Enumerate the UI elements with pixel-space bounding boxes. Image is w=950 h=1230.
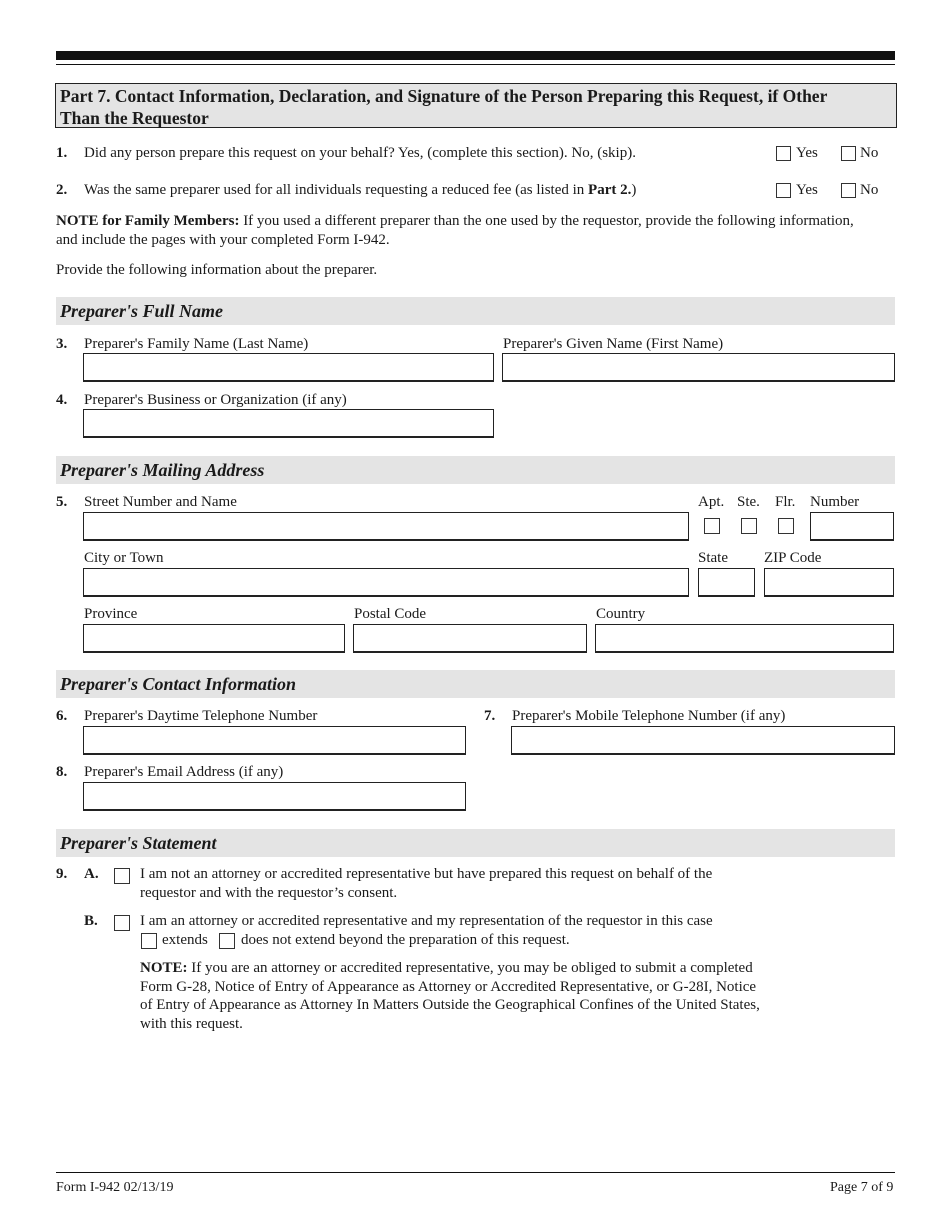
q8-number: 8. bbox=[56, 764, 68, 780]
note-family-line2: and include the pages with your completed Form I-942. bbox=[56, 232, 390, 248]
country-input[interactable] bbox=[595, 624, 894, 653]
note-attorney-line1 bbox=[140, 960, 753, 977]
provide-info-text: Provide the following information about the preparer. bbox=[56, 262, 378, 278]
daytime-phone-input[interactable] bbox=[83, 726, 466, 755]
q9-a-checkbox[interactable] bbox=[114, 868, 130, 884]
section-contact-info: Preparer's Contact Information bbox=[56, 670, 895, 698]
q5-number: 5. bbox=[56, 494, 68, 510]
q7-label: Preparer's Mobile Telephone Number (if any) bbox=[512, 708, 786, 724]
note-attorney-line3: of Entry of Appearance as Attorney In Matters Outside the Geographical Confines of the United States, bbox=[140, 997, 760, 1013]
part-title-line2: Than the Requestor bbox=[60, 108, 209, 128]
street-label: Street Number and Name bbox=[84, 494, 237, 510]
top-rule-thin bbox=[56, 64, 895, 65]
part-title-line1: Part 7. Contact Information, Declaration, and Signature of the Person Preparing this Request, if Other bbox=[60, 86, 828, 106]
note-attorney-label: NOTE: bbox=[140, 960, 188, 976]
note-attorney-line2: Form G-28, Notice of Entry of Appearance as Attorney or Accredited Representative, or G-28I, Notice bbox=[140, 979, 757, 995]
ste-label: Ste. bbox=[737, 494, 760, 510]
number-label: Number bbox=[810, 494, 860, 510]
city-input[interactable] bbox=[83, 568, 689, 597]
q4-label: Preparer's Business or Organization (if any) bbox=[84, 392, 347, 408]
q9-number: 9. bbox=[56, 866, 68, 882]
preparer-business-input[interactable] bbox=[83, 409, 494, 438]
not-extend-checkbox[interactable] bbox=[219, 933, 235, 949]
footer-page-number: Page 7 of 9 bbox=[830, 1180, 894, 1195]
q1-no-label: No bbox=[860, 145, 879, 161]
flr-checkbox[interactable] bbox=[778, 518, 794, 534]
q9-b-label: B. bbox=[84, 913, 98, 929]
section-statement: Preparer's Statement bbox=[56, 829, 895, 857]
q1-number: 1. bbox=[56, 145, 68, 161]
footer-rule bbox=[56, 1172, 895, 1173]
preparer-family-name-input[interactable] bbox=[83, 353, 494, 382]
q1-text: Did any person prepare this request on your behalf? Yes, (complete this section). No, (skip). bbox=[84, 145, 636, 161]
zip-label: ZIP Code bbox=[764, 550, 822, 566]
postal-code-input[interactable] bbox=[353, 624, 587, 653]
flr-label: Flr. bbox=[775, 494, 796, 510]
q9-a-line1: I am not an attorney or accredited representative but have prepared this request on behalf of the bbox=[140, 866, 713, 882]
q2-yes-checkbox[interactable] bbox=[776, 183, 791, 198]
section-mailing-address: Preparer's Mailing Address bbox=[56, 456, 895, 484]
not-extend-label: does not extend beyond the preparation of this request. bbox=[241, 932, 570, 948]
q1-yes-checkbox[interactable] bbox=[776, 146, 791, 161]
apt-label: Apt. bbox=[698, 494, 725, 510]
q1-yes-label: Yes bbox=[796, 145, 818, 161]
zip-input[interactable] bbox=[764, 568, 894, 597]
q4-number: 4. bbox=[56, 392, 68, 408]
city-label: City or Town bbox=[84, 550, 164, 566]
mobile-phone-input[interactable] bbox=[511, 726, 895, 755]
apt-checkbox[interactable] bbox=[704, 518, 720, 534]
street-input[interactable] bbox=[83, 512, 689, 541]
part-7-header bbox=[55, 83, 897, 128]
province-input[interactable] bbox=[83, 624, 345, 653]
preparer-given-name-input[interactable] bbox=[502, 353, 895, 382]
q2-text-before: Was the same preparer used for all individuals requesting a reduced fee (as listed in bbox=[84, 182, 589, 198]
q2-number: 2. bbox=[56, 182, 68, 198]
postal-label: Postal Code bbox=[354, 606, 427, 622]
email-input[interactable] bbox=[83, 782, 466, 811]
province-label: Province bbox=[84, 606, 138, 622]
note-family-line1 bbox=[56, 213, 854, 230]
extends-checkbox[interactable] bbox=[141, 933, 157, 949]
q2-yes-label: Yes bbox=[796, 182, 818, 198]
q1-no-checkbox[interactable] bbox=[841, 146, 856, 161]
q3-number: 3. bbox=[56, 336, 68, 352]
q9-a-label: A. bbox=[84, 866, 99, 882]
note-attorney-text1: If you are an attorney or accredited representative, you may be obliged to submit a completed bbox=[187, 960, 753, 976]
note-family-text1: If you used a different preparer than the one used by the requestor, provide the following information, bbox=[239, 213, 854, 229]
section-full-name: Preparer's Full Name bbox=[56, 297, 895, 325]
note-family-label: NOTE for Family Members: bbox=[56, 213, 240, 229]
q3-given-label: Preparer's Given Name (First Name) bbox=[503, 336, 724, 352]
top-rule-thick bbox=[56, 51, 895, 60]
note-attorney-line4: with this request. bbox=[140, 1016, 243, 1032]
q9-b-checkbox[interactable] bbox=[114, 915, 130, 931]
q2-text-bold: Part 2. bbox=[588, 182, 632, 198]
unit-number-input[interactable] bbox=[810, 512, 894, 541]
q2-text bbox=[84, 182, 636, 199]
q6-number: 6. bbox=[56, 708, 68, 724]
q2-no-label: No bbox=[860, 182, 879, 198]
country-label: Country bbox=[596, 606, 646, 622]
q2-text-after: ) bbox=[631, 182, 637, 198]
q2-no-checkbox[interactable] bbox=[841, 183, 856, 198]
extends-label: extends bbox=[162, 932, 208, 948]
footer-form-id: Form I-942 02/13/19 bbox=[56, 1180, 174, 1195]
state-label: State bbox=[698, 550, 728, 566]
q7-number: 7. bbox=[484, 708, 496, 724]
q6-label: Preparer's Daytime Telephone Number bbox=[84, 708, 318, 724]
q3-family-label: Preparer's Family Name (Last Name) bbox=[84, 336, 309, 352]
q8-label: Preparer's Email Address (if any) bbox=[84, 764, 284, 780]
ste-checkbox[interactable] bbox=[741, 518, 757, 534]
state-select[interactable] bbox=[698, 568, 755, 597]
q9-a-line2: requestor and with the requestor’s consent. bbox=[140, 885, 398, 901]
q9-b-line1: I am an attorney or accredited representative and my representation of the requestor in this case bbox=[140, 913, 713, 929]
